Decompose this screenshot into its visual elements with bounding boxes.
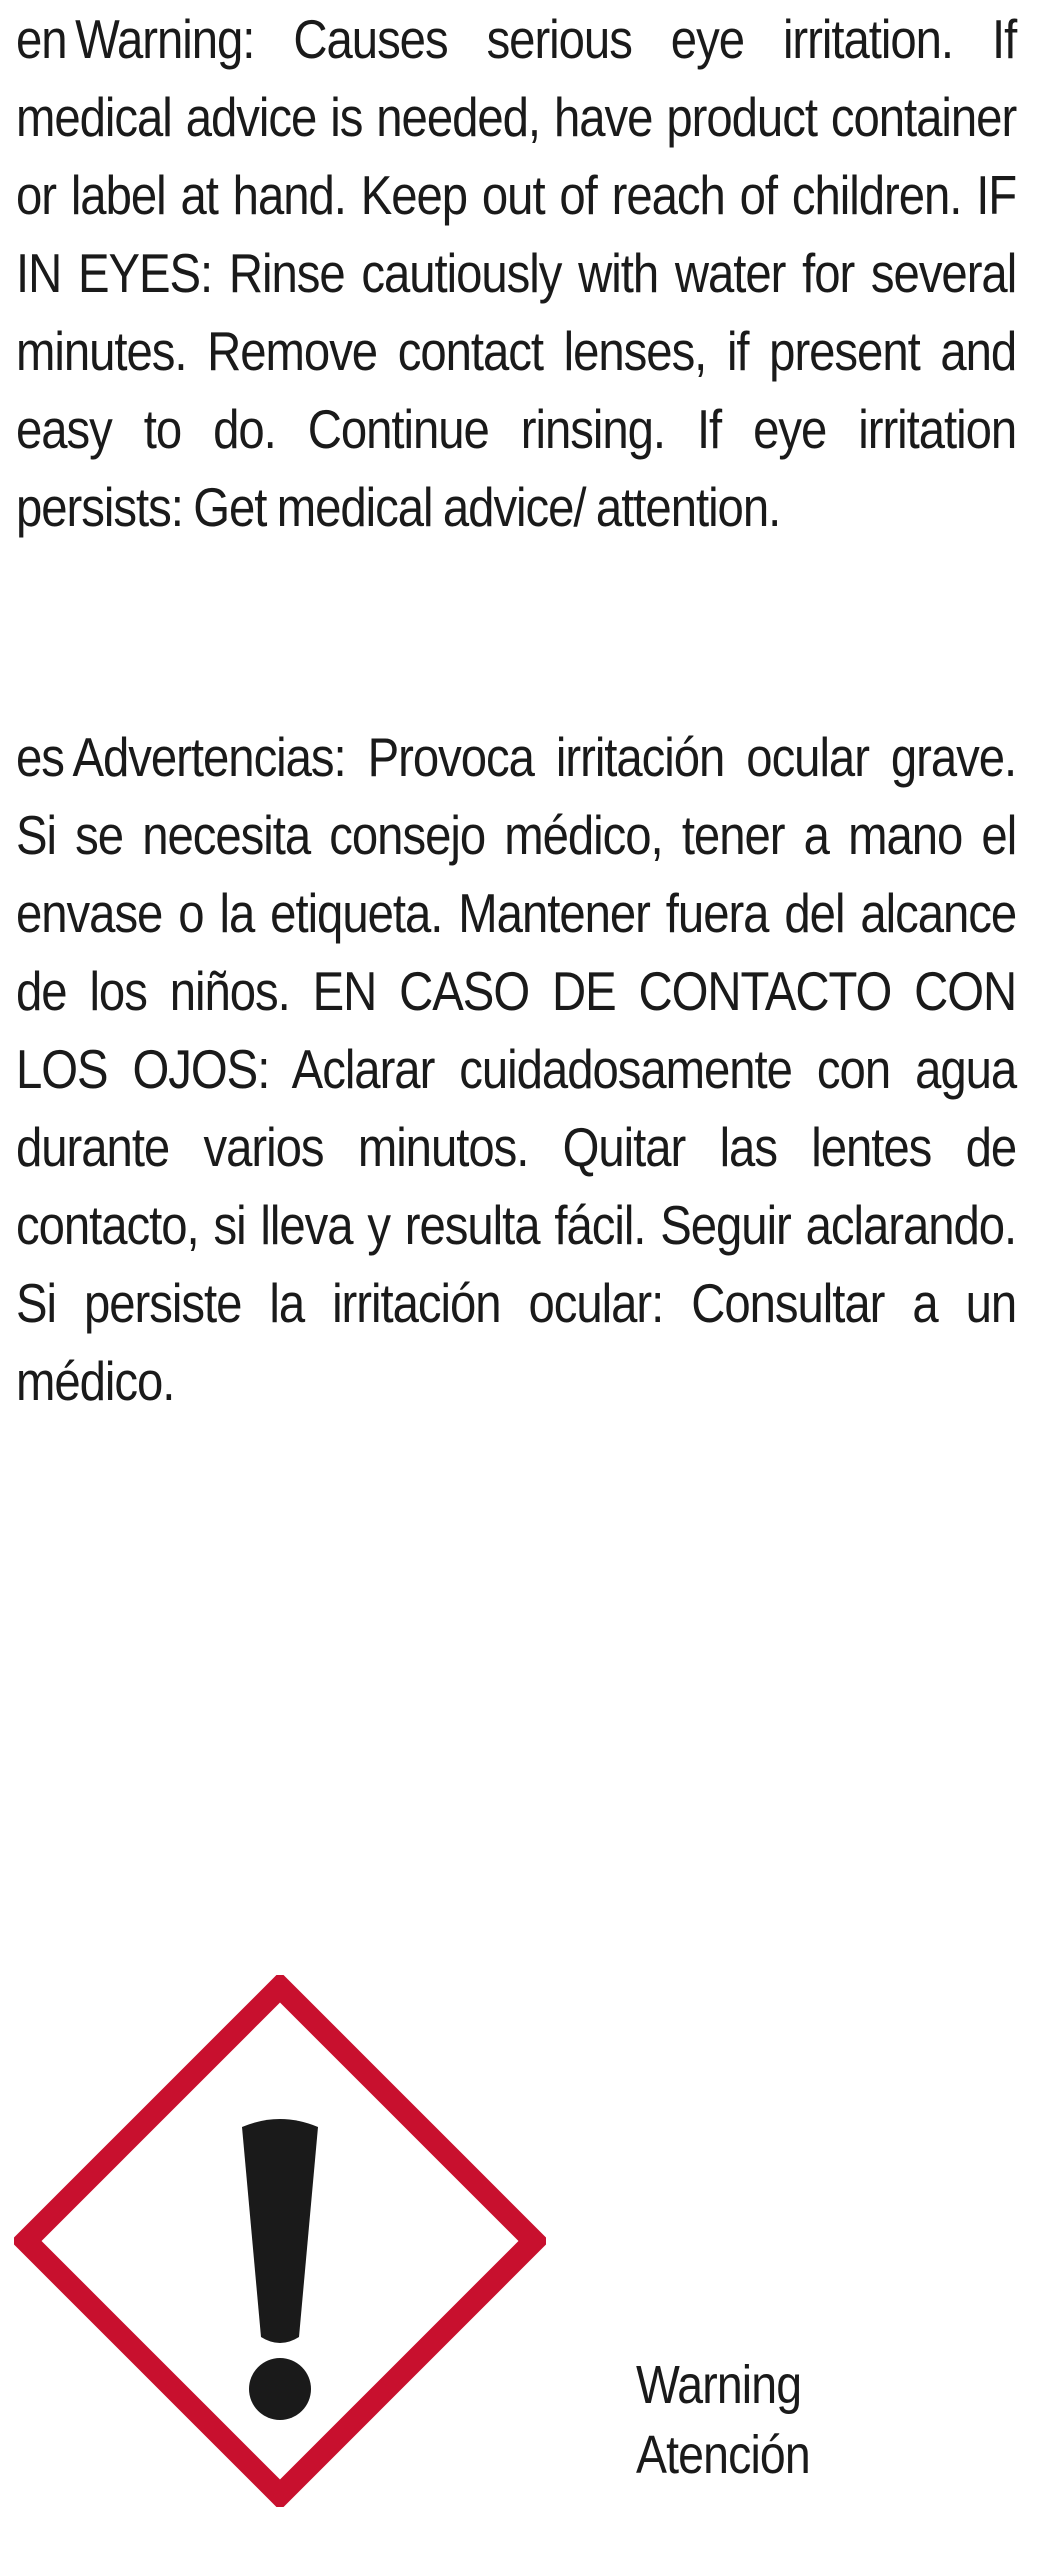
warning-text-en: Warning: Causes serious eye irritation. If medical advice is needed, have product container or label at hand. Keep out of reach of children. IF IN EYES: Rinse cautiously with water for several minutes. Remove contact lenses, if present and easy to do. Continue rinsing. If eye irritation persists: Get medical advice/ attention. [16, 8, 1017, 538]
ghs-exclamation-mark-icon [14, 1975, 546, 2507]
language-code-en: en [16, 8, 67, 70]
warning-paragraph-es [16, 718, 1016, 1420]
language-code-es: es [16, 726, 64, 788]
warning-paragraph-en [16, 0, 1016, 546]
warning-text-es: Advertencias: Provoca irritación ocular grave. Si se necesita consejo médico, tener a mano el envase o la etiqueta. Mantener fuera del alcance de los niños. EN CASO DE CONTACTO CON LOS OJOS: Aclarar cuidadosamente con agua durante varios minutos. Quitar las lentes de contacto, si lleva y resulta fácil. Seguir aclarando. Si persiste la irritación ocular: Consultar a un médico. [16, 726, 1017, 1412]
exclamation-dot [249, 2358, 311, 2420]
signal-words [636, 2350, 810, 2490]
signal-word-es: Atención [636, 2425, 810, 2485]
signal-word-en: Warning [636, 2355, 802, 2415]
